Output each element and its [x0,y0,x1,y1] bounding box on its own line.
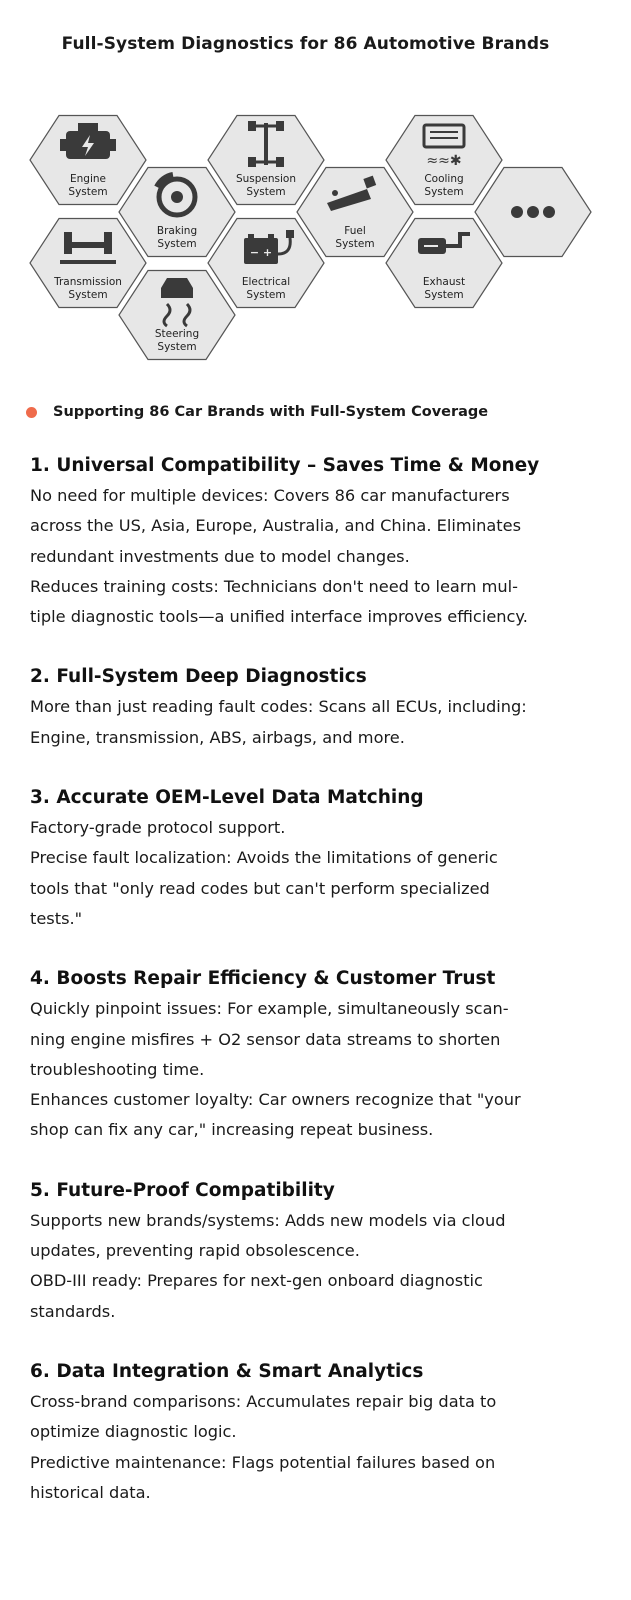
hex-label-engine: Engine [70,173,106,185]
hex-label-transmission: System [68,289,108,301]
section-line: Enhances customer loyalty: Car owners recognize that "your [30,1090,521,1110]
radiator-icon [424,125,464,169]
hex-electrical [208,219,324,308]
bullet-dot-icon [26,407,37,418]
section-heading: 1. Universal Compatibility – Saves Time & Money [30,455,540,476]
section-line: shop can fix any car," increasing repeat business. [30,1120,434,1140]
page-title: Full-System Diagnostics for 86 Automotive Brands [61,34,550,54]
section-line: historical data. [30,1482,151,1502]
section-line: tests." [30,908,83,928]
hex-label-braking: Braking [156,225,198,237]
feature-section [30,1176,600,1327]
section-line: ning engine misfires + O2 sensor data streams to shorten [30,1029,501,1049]
hex-cooling [386,116,502,205]
hex-label-cooling: Cooling [424,173,464,185]
section-line: Precise fault localization: Avoids the limitations of generic [30,848,498,868]
feature-section [30,451,600,632]
hex-steering [119,271,235,360]
hex-braking [119,168,235,257]
hex-transmission [30,219,146,308]
hex-label-electrical: System [246,289,286,301]
section-heading: 5. Future-Proof Compatibility [30,1179,335,1201]
svg-text:≈≈✱: ≈≈✱ [426,153,462,169]
more-dots-icon [511,206,555,218]
section-line: Reduces training costs: Technicians don't need to learn mul- [30,576,518,596]
hex-label-fuel: Fuel [344,225,366,237]
section-line: Engine, transmission, ABS, airbags, and more. [30,727,405,747]
section-heading: 4. Boosts Repair Efficiency & Customer Trust [30,968,496,990]
section-line: redundant investments due to model changes. [30,546,410,566]
section-line: OBD-III ready: Prepares for next-gen onboard diagnostic [30,1271,483,1291]
feature-section [30,662,600,753]
section-line: Factory-grade protocol support. [30,818,286,838]
hex-exhaust [386,219,502,308]
section-line: optimize diagnostic logic. [30,1422,237,1442]
section-line: standards. [30,1301,116,1321]
section-line: tiple diagnostic tools—a unified interface improves efficiency. [30,607,528,627]
hex-engine [30,116,146,205]
section-line: No need for multiple devices: Covers 86 car manufacturers [30,486,510,505]
section-line: Supports new brands/systems: Adds new models via cloud [30,1210,506,1230]
hex-label-exhaust: Exhaust [422,276,466,288]
hex-label-electrical: Electrical [241,276,291,288]
hex-label-steering: System [157,341,197,353]
section-heading: 6. Data Integration & Smart Analytics [30,1360,424,1382]
hex-label-suspension: System [246,186,286,198]
coverage-bullet [26,404,488,420]
hex-label-engine: System [68,186,108,198]
system-hex-diagram [0,100,631,375]
feature-section [30,1357,600,1508]
hex-suspension [208,116,324,205]
hex-label-exhaust: System [424,289,464,301]
section-line: Cross-brand comparisons: Accumulates repair big data to [30,1391,497,1411]
feature-section [30,783,600,934]
svg-text:− +: − + [249,246,273,259]
section-heading: 3. Accurate OEM-Level Data Matching [30,787,424,809]
section-line: across the US, Asia, Europe, Australia, and China. Eliminates [30,516,522,536]
hex-label-braking: System [157,238,197,250]
feature-section [30,964,600,1145]
feature-list [30,451,600,1538]
section-heading: 2. Full-System Deep Diagnostics [30,666,367,688]
section-line: troubleshooting time. [30,1059,205,1079]
section-line: updates, preventing rapid obsolescence. [30,1241,360,1261]
hex-label-suspension: Suspension [235,173,297,185]
section-line: More than just reading fault codes: Scans all ECUs, including: [30,697,527,717]
hex-label-fuel: System [335,238,375,250]
hex-label-steering: Steering [154,328,200,340]
hex-more [475,168,591,257]
section-line: Predictive maintenance: Flags potential failures based on [30,1452,496,1472]
coverage-subtitle: Supporting 86 Car Brands with Full-System Coverage [53,404,489,420]
section-line: tools that "only read codes but can't perform specialized [30,878,490,898]
hex-label-cooling: System [424,186,464,198]
hex-fuel [297,168,413,257]
hex-label-transmission: Transmission [54,276,122,288]
section-line: Quickly pinpoint issues: For example, simultaneously scan- [30,999,509,1019]
